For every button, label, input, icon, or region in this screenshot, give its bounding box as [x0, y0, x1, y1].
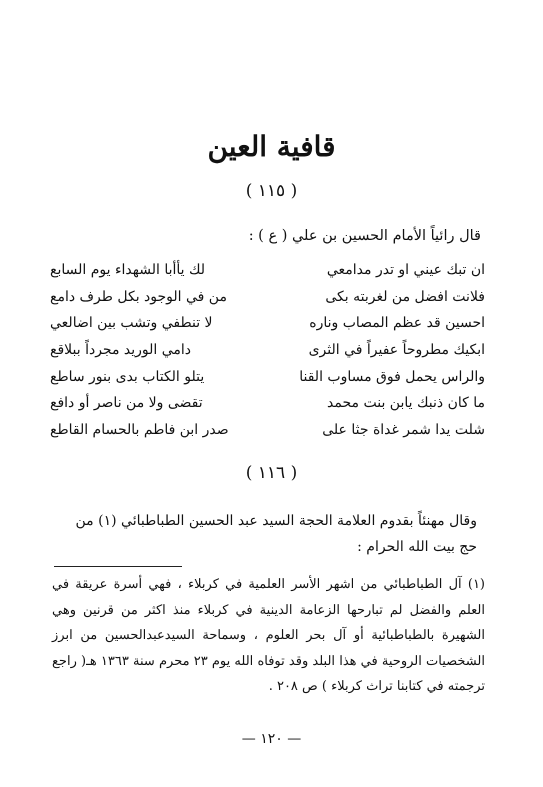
verse-second-hemistich: لك يأأبا الشهداء يوم السابع: [50, 262, 206, 278]
section-title: قافية العين: [207, 130, 336, 163]
verse-first-hemistich: احسين قد عظم المصاب وناره: [309, 315, 485, 332]
verse-first-hemistich: والراس يحمل فوق مساوب القنا: [299, 368, 485, 385]
verse: [50, 337, 485, 364]
verse-first-hemistich: ان تبك عيني او تدر مدامعي: [326, 262, 485, 278]
verse-first-hemistich: ابكيك مطروحاً عفيراً في الثرى: [308, 342, 485, 359]
verse-second-hemistich: صدر ابن فاطم بالحسام القاطع: [50, 422, 229, 439]
verse: [50, 284, 485, 311]
verse-first-hemistich: شلت يدا شمر غداة جثا على: [322, 422, 485, 439]
verse: [50, 257, 485, 284]
poem-verses-115: [50, 257, 485, 444]
verse: [50, 364, 485, 391]
page-number: — ١٢٠ —: [241, 731, 302, 747]
verse: [50, 417, 485, 444]
verse-second-hemistich: دامي الوريد مجرداً ببلاقع: [50, 342, 192, 359]
verse-second-hemistich: لا تنطفي وتشب بين اضالعي: [50, 315, 213, 332]
poem-number-116: ( ١١٦ ): [245, 463, 298, 483]
verse-first-hemistich: ما كان ذنبك يابن بنت محمد: [327, 395, 485, 412]
poem-number-115: ( ١١٥ ): [245, 181, 298, 201]
poem-intro-116: وقال مهنئاً بقدوم العلامة الحجة السيد عبد الحسين الطباطبائي (١) من حج بيت الله الحرام :: [75, 513, 477, 555]
poem-intro-115: قال رائياً الأمام الحسين بن علي ( ع ) :: [248, 228, 481, 244]
verse-second-hemistich: من في الوجود بكل طرف دامع: [50, 288, 227, 305]
footnote-divider: [54, 566, 182, 567]
verse-second-hemistich: تقضى ولا من ناصر أو دافع: [50, 395, 203, 412]
verse-first-hemistich: فلانت افضل من لغربته بكى: [325, 288, 485, 305]
verse: [50, 310, 485, 337]
footnote: (١) آل الطباطبائي من اشهر الأسر العلمية في كربلاء ، فهي أسرة عريقة في العلم والفضل لم تبارحها الزعامة الدينية في كربلاء منذ اكثر من قرنين وهي الشهيرة بالطباطبائية أو آل بحر العلوم ، وسماحة السيدعبدالحسين من ابرز الشخصيات الروحية في هذا البلد وقد توفاه الله يوم ٢٣ محرم سنة ١٣٦٣ هـ( راجع ترجمته في كتابنا تراث كربلاء ) ص ٢٠٨ .: [52, 577, 485, 694]
verse: [50, 390, 485, 417]
verse-second-hemistich: يتلو الكتاب بدى بنور ساطع: [50, 368, 205, 385]
